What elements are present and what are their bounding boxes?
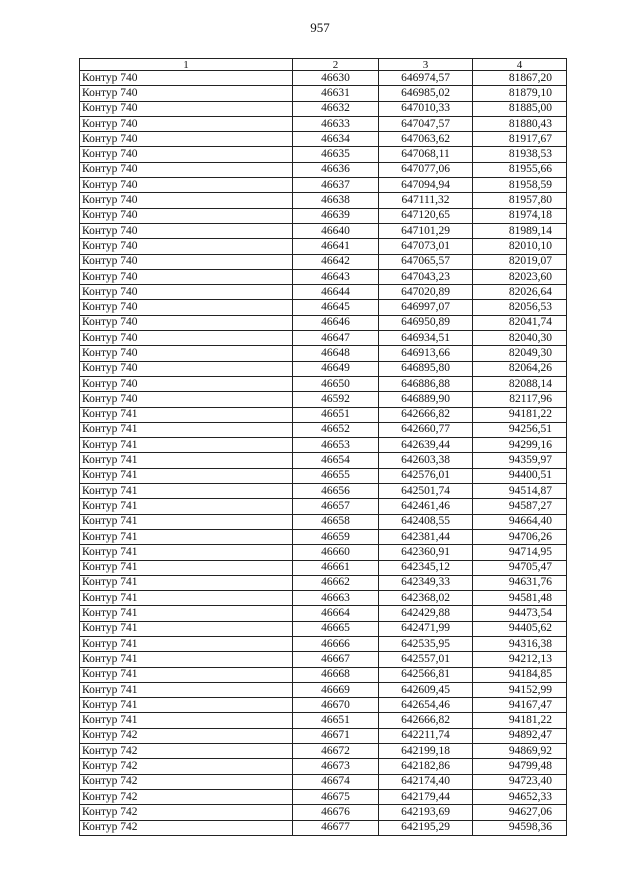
x-coordinate-cell: 642471,99: [379, 621, 473, 636]
contour-name-cell: Контур 741: [80, 713, 293, 728]
y-coordinate-cell: 94299,16: [473, 438, 567, 453]
y-coordinate-cell: 94799,48: [473, 759, 567, 774]
x-coordinate-cell: 642349,33: [379, 575, 473, 590]
y-coordinate-cell: 82088,14: [473, 376, 567, 391]
y-coordinate-cell: 82010,10: [473, 239, 567, 254]
point-number-cell: 46640: [293, 223, 379, 238]
contour-name-cell: Контур 741: [80, 514, 293, 529]
y-coordinate-cell: 94405,62: [473, 621, 567, 636]
y-coordinate-cell: 94514,87: [473, 484, 567, 499]
table-header: [80, 59, 567, 71]
table-row: [80, 713, 567, 728]
header-col-4: 4: [473, 59, 567, 71]
table-row: [80, 361, 567, 376]
point-number-cell: 46653: [293, 438, 379, 453]
y-coordinate-cell: 81880,43: [473, 116, 567, 131]
point-number-cell: 46654: [293, 453, 379, 468]
contour-name-cell: Контур 740: [80, 71, 293, 86]
table-body: [80, 71, 567, 836]
y-coordinate-cell: 94152,99: [473, 682, 567, 697]
x-coordinate-cell: 642199,18: [379, 744, 473, 759]
y-coordinate-cell: 94400,51: [473, 468, 567, 483]
contour-name-cell: Контур 741: [80, 575, 293, 590]
contour-name-cell: Контур 740: [80, 162, 293, 177]
y-coordinate-cell: 94714,95: [473, 545, 567, 560]
point-number-cell: 46650: [293, 376, 379, 391]
contour-name-cell: Контур 742: [80, 728, 293, 743]
contour-name-cell: Контур 740: [80, 101, 293, 116]
point-number-cell: 46673: [293, 759, 379, 774]
table-row: [80, 331, 567, 346]
table-row: [80, 560, 567, 575]
table-row: [80, 621, 567, 636]
x-coordinate-cell: 647111,32: [379, 193, 473, 208]
table-row: [80, 285, 567, 300]
table-row: [80, 208, 567, 223]
contour-name-cell: Контур 741: [80, 407, 293, 422]
y-coordinate-cell: 94627,06: [473, 805, 567, 820]
table-row: [80, 468, 567, 483]
contour-name-cell: Контур 740: [80, 285, 293, 300]
y-coordinate-cell: 94181,22: [473, 713, 567, 728]
point-number-cell: 46656: [293, 484, 379, 499]
contour-name-cell: Контур 741: [80, 698, 293, 713]
x-coordinate-cell: 642660,77: [379, 422, 473, 437]
x-coordinate-cell: 642566,81: [379, 667, 473, 682]
contour-name-cell: Контур 740: [80, 147, 293, 162]
point-number-cell: 46641: [293, 239, 379, 254]
point-number-cell: 46659: [293, 529, 379, 544]
y-coordinate-cell: 81938,53: [473, 147, 567, 162]
table-row: [80, 178, 567, 193]
y-coordinate-cell: 94869,92: [473, 744, 567, 759]
table-row: [80, 728, 567, 743]
point-number-cell: 46658: [293, 514, 379, 529]
x-coordinate-cell: 642360,91: [379, 545, 473, 560]
contour-name-cell: Контур 740: [80, 361, 293, 376]
point-number-cell: 46660: [293, 545, 379, 560]
y-coordinate-cell: 94473,54: [473, 606, 567, 621]
point-number-cell: 46666: [293, 636, 379, 651]
y-coordinate-cell: 82049,30: [473, 346, 567, 361]
x-coordinate-cell: 642557,01: [379, 652, 473, 667]
point-number-cell: 46642: [293, 254, 379, 269]
x-coordinate-cell: 647020,89: [379, 285, 473, 300]
y-coordinate-cell: 94184,85: [473, 667, 567, 682]
x-coordinate-cell: 642429,88: [379, 606, 473, 621]
x-coordinate-cell: 647120,65: [379, 208, 473, 223]
x-coordinate-cell: 642603,38: [379, 453, 473, 468]
point-number-cell: 46631: [293, 86, 379, 101]
contour-name-cell: Контур 740: [80, 315, 293, 330]
x-coordinate-cell: 642368,02: [379, 591, 473, 606]
x-coordinate-cell: 642179,44: [379, 789, 473, 804]
x-coordinate-cell: 642576,01: [379, 468, 473, 483]
point-number-cell: 46667: [293, 652, 379, 667]
x-coordinate-cell: 642461,46: [379, 499, 473, 514]
x-coordinate-cell: 647094,94: [379, 178, 473, 193]
contour-name-cell: Контур 742: [80, 789, 293, 804]
y-coordinate-cell: 82019,07: [473, 254, 567, 269]
table-row: [80, 606, 567, 621]
point-number-cell: 46657: [293, 499, 379, 514]
contour-name-cell: Контур 740: [80, 178, 293, 193]
y-coordinate-cell: 82026,64: [473, 285, 567, 300]
x-coordinate-cell: 647073,01: [379, 239, 473, 254]
contour-name-cell: Контур 741: [80, 545, 293, 560]
point-number-cell: 46669: [293, 682, 379, 697]
contour-name-cell: Контур 740: [80, 239, 293, 254]
contour-name-cell: Контур 741: [80, 591, 293, 606]
x-coordinate-cell: 642501,74: [379, 484, 473, 499]
table-row: [80, 254, 567, 269]
contour-name-cell: Контур 740: [80, 86, 293, 101]
point-number-cell: 46661: [293, 560, 379, 575]
header-col-1: 1: [80, 59, 293, 71]
page-number: 957: [310, 20, 330, 35]
contour-name-cell: Контур 740: [80, 254, 293, 269]
point-number-cell: 46635: [293, 147, 379, 162]
table-row: [80, 698, 567, 713]
x-coordinate-cell: 647101,29: [379, 223, 473, 238]
y-coordinate-cell: 81989,14: [473, 223, 567, 238]
contour-name-cell: Контур 741: [80, 438, 293, 453]
contour-name-cell: Контур 741: [80, 422, 293, 437]
table-row: [80, 438, 567, 453]
y-coordinate-cell: 94316,38: [473, 636, 567, 651]
x-coordinate-cell: 642345,12: [379, 560, 473, 575]
contour-name-cell: Контур 742: [80, 744, 293, 759]
table-row: [80, 392, 567, 407]
table-row: [80, 116, 567, 131]
contour-name-cell: Контур 740: [80, 116, 293, 131]
contour-name-cell: Контур 741: [80, 468, 293, 483]
x-coordinate-cell: 647043,23: [379, 269, 473, 284]
point-number-cell: 46676: [293, 805, 379, 820]
y-coordinate-cell: 94256,51: [473, 422, 567, 437]
contour-name-cell: Контур 740: [80, 193, 293, 208]
x-coordinate-cell: 642654,46: [379, 698, 473, 713]
point-number-cell: 46665: [293, 621, 379, 636]
contour-name-cell: Контур 742: [80, 759, 293, 774]
x-coordinate-cell: 646974,57: [379, 71, 473, 86]
y-coordinate-cell: 81867,20: [473, 71, 567, 86]
point-number-cell: 46637: [293, 178, 379, 193]
table-row: [80, 162, 567, 177]
table-row: [80, 376, 567, 391]
x-coordinate-cell: 646985,02: [379, 86, 473, 101]
point-number-cell: 46664: [293, 606, 379, 621]
x-coordinate-cell: 642381,44: [379, 529, 473, 544]
x-coordinate-cell: 642211,74: [379, 728, 473, 743]
y-coordinate-cell: 82117,96: [473, 392, 567, 407]
table-row: [80, 422, 567, 437]
contour-name-cell: Контур 742: [80, 820, 293, 835]
point-number-cell: 46663: [293, 591, 379, 606]
x-coordinate-cell: 647077,06: [379, 162, 473, 177]
contour-name-cell: Контур 741: [80, 484, 293, 499]
contour-name-cell: Контур 741: [80, 560, 293, 575]
y-coordinate-cell: 81958,59: [473, 178, 567, 193]
y-coordinate-cell: 94723,40: [473, 774, 567, 789]
table-row: [80, 223, 567, 238]
contour-name-cell: Контур 741: [80, 621, 293, 636]
contour-name-cell: Контур 742: [80, 774, 293, 789]
point-number-cell: 46636: [293, 162, 379, 177]
contour-name-cell: Контур 740: [80, 208, 293, 223]
point-number-cell: 46647: [293, 331, 379, 346]
x-coordinate-cell: 647063,62: [379, 132, 473, 147]
point-number-cell: 46671: [293, 728, 379, 743]
point-number-cell: 46634: [293, 132, 379, 147]
x-coordinate-cell: 642639,44: [379, 438, 473, 453]
y-coordinate-cell: 94181,22: [473, 407, 567, 422]
x-coordinate-cell: 646950,89: [379, 315, 473, 330]
table-row: [80, 744, 567, 759]
y-coordinate-cell: 94212,13: [473, 652, 567, 667]
contour-name-cell: Контур 740: [80, 346, 293, 361]
x-coordinate-cell: 642408,55: [379, 514, 473, 529]
y-coordinate-cell: 81885,00: [473, 101, 567, 116]
header-col-2: 2: [293, 59, 379, 71]
contour-name-cell: Контур 741: [80, 529, 293, 544]
y-coordinate-cell: 81957,80: [473, 193, 567, 208]
y-coordinate-cell: 82056,53: [473, 300, 567, 315]
y-coordinate-cell: 94652,33: [473, 789, 567, 804]
table-row: [80, 529, 567, 544]
x-coordinate-cell: 647047,57: [379, 116, 473, 131]
contour-name-cell: Контур 740: [80, 376, 293, 391]
point-number-cell: 46644: [293, 285, 379, 300]
x-coordinate-cell: 642195,29: [379, 820, 473, 835]
point-number-cell: 46645: [293, 300, 379, 315]
table-row: [80, 269, 567, 284]
y-coordinate-cell: 94705,47: [473, 560, 567, 575]
contour-name-cell: Контур 740: [80, 223, 293, 238]
table-row: [80, 667, 567, 682]
table-row: [80, 101, 567, 116]
contour-name-cell: Контур 741: [80, 636, 293, 651]
point-number-cell: 46632: [293, 101, 379, 116]
point-number-cell: 46662: [293, 575, 379, 590]
x-coordinate-cell: 646886,88: [379, 376, 473, 391]
contour-name-cell: Контур 741: [80, 499, 293, 514]
table-row: [80, 132, 567, 147]
table-row: [80, 820, 567, 835]
point-number-cell: 46633: [293, 116, 379, 131]
table-row: [80, 774, 567, 789]
x-coordinate-cell: 646997,07: [379, 300, 473, 315]
point-number-cell: 46675: [293, 789, 379, 804]
contour-name-cell: Контур 741: [80, 652, 293, 667]
table-row: [80, 514, 567, 529]
point-number-cell: 46649: [293, 361, 379, 376]
table-row: [80, 86, 567, 101]
y-coordinate-cell: 82064,26: [473, 361, 567, 376]
y-coordinate-cell: 94631,76: [473, 575, 567, 590]
y-coordinate-cell: 82040,30: [473, 331, 567, 346]
x-coordinate-cell: 642182,86: [379, 759, 473, 774]
y-coordinate-cell: 94581,48: [473, 591, 567, 606]
contour-name-cell: Контур 740: [80, 300, 293, 315]
contour-name-cell: Контур 740: [80, 392, 293, 407]
table-row: [80, 682, 567, 697]
contour-name-cell: Контур 740: [80, 269, 293, 284]
y-coordinate-cell: 81974,18: [473, 208, 567, 223]
x-coordinate-cell: 647010,33: [379, 101, 473, 116]
y-coordinate-cell: 94587,27: [473, 499, 567, 514]
contour-name-cell: Контур 741: [80, 453, 293, 468]
table-row: [80, 193, 567, 208]
contour-name-cell: Контур 741: [80, 667, 293, 682]
x-coordinate-cell: 642174,40: [379, 774, 473, 789]
table-row: [80, 545, 567, 560]
table-row: [80, 591, 567, 606]
y-coordinate-cell: 94598,36: [473, 820, 567, 835]
x-coordinate-cell: 647065,57: [379, 254, 473, 269]
table-row: [80, 239, 567, 254]
point-number-cell: 46677: [293, 820, 379, 835]
table-row: [80, 147, 567, 162]
y-coordinate-cell: 81879,10: [473, 86, 567, 101]
point-number-cell: 46652: [293, 422, 379, 437]
table-row: [80, 789, 567, 804]
contour-name-cell: Контур 742: [80, 805, 293, 820]
table-row: [80, 575, 567, 590]
table-row: [80, 636, 567, 651]
x-coordinate-cell: 642666,82: [379, 713, 473, 728]
point-number-cell: 46668: [293, 667, 379, 682]
contour-name-cell: Контур 740: [80, 132, 293, 147]
table-row: [80, 453, 567, 468]
x-coordinate-cell: 642609,45: [379, 682, 473, 697]
y-coordinate-cell: 81917,67: [473, 132, 567, 147]
table-row: [80, 805, 567, 820]
table-row: [80, 499, 567, 514]
table-row: [80, 300, 567, 315]
point-number-cell: 46648: [293, 346, 379, 361]
point-number-cell: 46639: [293, 208, 379, 223]
x-coordinate-cell: 642193,69: [379, 805, 473, 820]
y-coordinate-cell: 94892,47: [473, 728, 567, 743]
y-coordinate-cell: 94706,26: [473, 529, 567, 544]
contour-name-cell: Контур 741: [80, 682, 293, 697]
point-number-cell: 46646: [293, 315, 379, 330]
x-coordinate-cell: 646913,66: [379, 346, 473, 361]
y-coordinate-cell: 94664,40: [473, 514, 567, 529]
point-number-cell: 46643: [293, 269, 379, 284]
x-coordinate-cell: 642666,82: [379, 407, 473, 422]
x-coordinate-cell: 647068,11: [379, 147, 473, 162]
point-number-cell: 46651: [293, 713, 379, 728]
y-coordinate-cell: 81955,66: [473, 162, 567, 177]
contour-name-cell: Контур 741: [80, 606, 293, 621]
table-row: [80, 484, 567, 499]
x-coordinate-cell: 646934,51: [379, 331, 473, 346]
table-row: [80, 652, 567, 667]
x-coordinate-cell: 646889,90: [379, 392, 473, 407]
point-number-cell: 46672: [293, 744, 379, 759]
table-row: [80, 346, 567, 361]
coordinates-table: [79, 58, 567, 836]
point-number-cell: 46638: [293, 193, 379, 208]
point-number-cell: 46592: [293, 392, 379, 407]
point-number-cell: 46674: [293, 774, 379, 789]
header-col-3: 3: [379, 59, 473, 71]
table-row: [80, 315, 567, 330]
header-row: [80, 59, 567, 71]
contour-name-cell: Контур 740: [80, 331, 293, 346]
y-coordinate-cell: 82041,74: [473, 315, 567, 330]
point-number-cell: 46655: [293, 468, 379, 483]
point-number-cell: 46651: [293, 407, 379, 422]
x-coordinate-cell: 642535,95: [379, 636, 473, 651]
table-row: [80, 759, 567, 774]
table-row: [80, 407, 567, 422]
y-coordinate-cell: 82023,60: [473, 269, 567, 284]
point-number-cell: 46630: [293, 71, 379, 86]
y-coordinate-cell: 94359,97: [473, 453, 567, 468]
point-number-cell: 46670: [293, 698, 379, 713]
table-row: [80, 71, 567, 86]
x-coordinate-cell: 646895,80: [379, 361, 473, 376]
y-coordinate-cell: 94167,47: [473, 698, 567, 713]
